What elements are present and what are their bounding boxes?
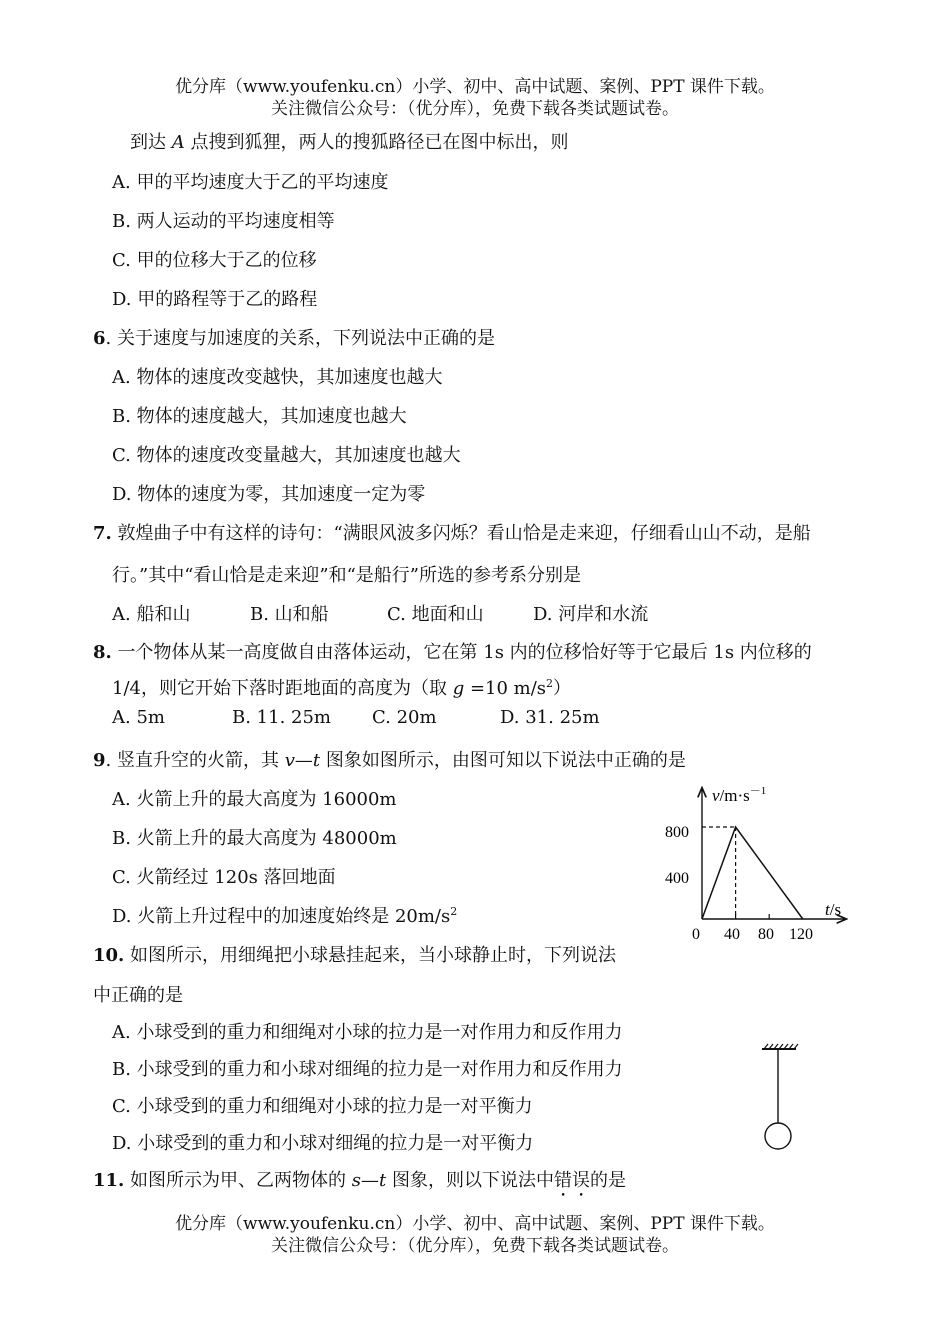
velocity-series-line bbox=[702, 827, 803, 919]
q7-stem-line-2: 行。”其中“看山恰是走来迎”和“是船行”所选的参考系分别是 bbox=[112, 565, 582, 586]
q6-option-d: D. 物体的速度为零，其加速度一定为零 bbox=[112, 484, 426, 505]
q6-stem bbox=[93, 324, 495, 350]
y-tick-800: 800 bbox=[665, 824, 689, 841]
q8-text-2b: =10 m/s bbox=[464, 678, 547, 699]
q6-text: . 关于速度与加速度的关系，下列说法中正确的是 bbox=[105, 328, 495, 349]
q8-option-c: C. 20m bbox=[372, 707, 437, 728]
q8-exponent: 2 bbox=[546, 677, 554, 690]
vt-graph bbox=[650, 775, 860, 950]
q8-option-b: B. 11. 25m bbox=[232, 707, 331, 728]
q5-text-b: 点搜到狐狸，两人的搜狐路径已在图中标出，则 bbox=[184, 132, 569, 153]
q8-option-d: D. 31. 25m bbox=[500, 707, 600, 728]
q10-option-a: A. 小球受到的重力和细绳对小球的拉力是一对作用力和反作用力 bbox=[112, 1022, 623, 1043]
q10-number: 10. bbox=[93, 945, 125, 966]
q7-option-b: B. 山和船 bbox=[250, 604, 329, 625]
q7-stem-line-1 bbox=[93, 519, 811, 545]
q9-dash: — bbox=[294, 750, 313, 771]
q8-text-2c: ） bbox=[553, 678, 572, 699]
q8-number: 8. bbox=[93, 642, 112, 663]
page-header-line-2: 关注微信公众号：（优分库），免费下载各类试题试卷。 bbox=[271, 99, 679, 119]
q8-stem-line-1 bbox=[93, 638, 812, 664]
q7-text-1: 敦煌曲子中有这样的诗句：“满眼风波多闪烁？看山恰是走来迎，仔细看山山不动，是船 bbox=[111, 523, 811, 544]
q8-stem-line-2 bbox=[112, 674, 571, 700]
q9-option-d bbox=[112, 902, 457, 928]
q11-dash: — bbox=[361, 1170, 380, 1191]
q8-g-var: g bbox=[452, 678, 465, 699]
hanging-ball-figure bbox=[752, 1040, 812, 1152]
q5-option-a: A. 甲的平均速度大于乙的平均速度 bbox=[112, 172, 389, 193]
q5-point-var: A bbox=[171, 132, 185, 153]
q11-number: 11. bbox=[93, 1170, 125, 1191]
q8-option-a: A. 5m bbox=[112, 707, 165, 728]
q9-option-c: C. 火箭经过 120s 落回地面 bbox=[112, 867, 336, 888]
q11-s-var: s bbox=[351, 1170, 362, 1191]
q5-stem-continuation bbox=[130, 128, 568, 154]
q10-option-c: C. 小球受到的重力和细绳对小球的拉力是一对平衡力 bbox=[112, 1096, 533, 1117]
x-tick-40: 40 bbox=[724, 926, 740, 943]
q11-emphasis-word: 错误 bbox=[554, 1170, 590, 1191]
q11-stem bbox=[93, 1166, 626, 1201]
q9-number: 9 bbox=[93, 750, 106, 771]
q9-option-d-exponent: 2 bbox=[450, 905, 458, 918]
q5-option-d: D. 甲的路程等于乙的路程 bbox=[112, 289, 318, 310]
x-axis-label: t/s bbox=[825, 900, 842, 919]
q7-number: 7. bbox=[93, 523, 112, 544]
q6-option-b: B. 物体的速度越大，其加速度也越大 bbox=[112, 406, 407, 427]
q9-option-b: B. 火箭上升的最大高度为 48000m bbox=[112, 828, 397, 849]
y-tick-400: 400 bbox=[665, 870, 689, 887]
q11-text-a: 如图所示为甲、乙两物体的 bbox=[124, 1170, 352, 1191]
q5-option-b: B. 两人运动的平均速度相等 bbox=[112, 211, 335, 232]
q11-text-c: 的是 bbox=[590, 1170, 626, 1191]
q9-text-a: . 竖直升空的火箭，其 bbox=[105, 750, 285, 771]
ball bbox=[765, 1123, 791, 1149]
q10-option-b: B. 小球受到的重力和小球对细绳的拉力是一对作用力和反作用力 bbox=[112, 1059, 623, 1080]
q9-option-a: A. 火箭上升的最大高度为 16000m bbox=[112, 789, 397, 810]
q10-text-1: 如图所示，用细绳把小球悬挂起来，当小球静止时，下列说法 bbox=[124, 945, 617, 966]
y-axis-label: $v/m\cdot s^{-1}$ bbox=[712, 785, 767, 805]
q7-option-a: A. 船和山 bbox=[112, 604, 191, 625]
q6-number: 6 bbox=[93, 328, 106, 349]
q10-stem-line-2: 中正确的是 bbox=[93, 985, 183, 1006]
q6-option-c: C. 物体的速度改变量越大，其加速度也越大 bbox=[112, 445, 461, 466]
q9-v-var: v bbox=[284, 750, 295, 771]
page-footer-line-1: 优分库（www.youfenku.cn）小学、初中、高中试题、案例、PPT 课件下载。 bbox=[175, 1214, 775, 1234]
q10-option-d: D. 小球受到的重力和小球对细绳的拉力是一对平衡力 bbox=[112, 1133, 534, 1154]
page-header-line-1: 优分库（www.youfenku.cn）小学、初中、高中试题、案例、PPT 课件下载。 bbox=[175, 77, 775, 97]
q6-option-a: A. 物体的速度改变越快，其加速度也越大 bbox=[112, 367, 443, 388]
q11-t-var: t bbox=[379, 1170, 387, 1191]
q9-option-d-text: D. 火箭上升过程中的加速度始终是 20m/s bbox=[112, 906, 451, 927]
q9-text-b: 图象如图所示，由图可知以下说法中正确的是 bbox=[320, 750, 686, 771]
q8-text-2a: 1/4，则它开始下落时距地面的高度为（取 bbox=[112, 678, 453, 699]
q11-text-b: 图象，则以下说法中 bbox=[386, 1170, 554, 1191]
q9-t-var: t bbox=[312, 750, 321, 771]
x-tick-0: 0 bbox=[692, 926, 700, 943]
page-footer-line-2: 关注微信公众号：（优分库），免费下载各类试题试卷。 bbox=[271, 1236, 679, 1256]
q8-text-1: 一个物体从某一高度做自由落体运动，它在第 1s 内的位移恰好等于它最后 1s 内位移的 bbox=[111, 642, 812, 663]
x-tick-80: 80 bbox=[758, 926, 774, 943]
x-tick-120: 120 bbox=[789, 926, 813, 943]
q7-option-c: C. 地面和山 bbox=[387, 604, 484, 625]
q10-stem-line-1 bbox=[93, 941, 616, 967]
q9-stem bbox=[93, 746, 686, 772]
q5-option-c: C. 甲的位移大于乙的位移 bbox=[112, 250, 317, 271]
q5-text-a: 到达 bbox=[130, 132, 172, 153]
q7-option-d: D. 河岸和水流 bbox=[533, 604, 649, 625]
